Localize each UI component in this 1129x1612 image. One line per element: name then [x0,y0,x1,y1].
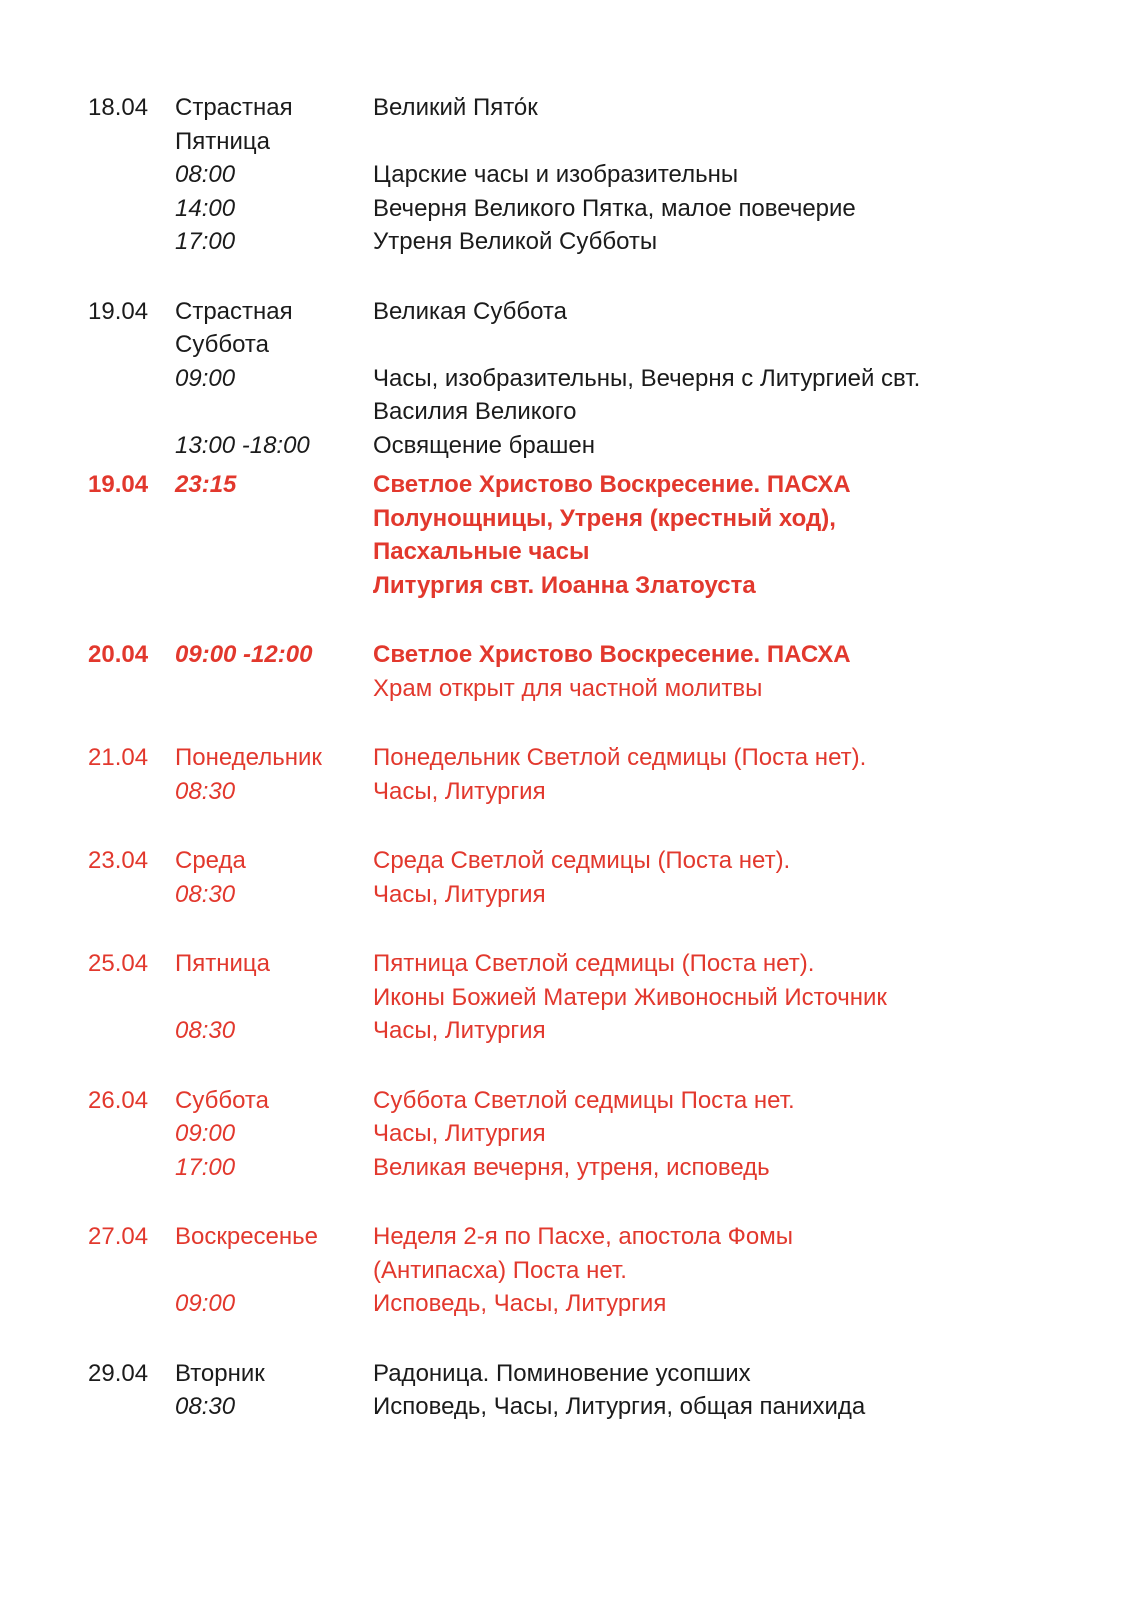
day-time-cell: Суббота [175,331,269,358]
schedule-row [88,1151,1129,1185]
description-cell: Светлое Христово Воскресение. ПАСХА [373,471,851,498]
date-cell: 21.04 [88,744,149,771]
description-cell: Освящение брашен [373,431,595,459]
schedule-section [88,947,1129,1048]
schedule-section [88,1084,1129,1185]
description-cell: Исповедь, Часы, Литургия [373,1290,667,1317]
description-cell: Иконы Божией Матери Живоносный Источник [373,983,887,1011]
schedule-section [88,741,1129,808]
day-time-cell: 08:30 [175,1017,236,1044]
day-time-cell: 08:00 [175,161,236,188]
description-cell: Литургия свт. Иоанна Златоуста [373,571,756,599]
schedule-row [88,569,1129,603]
schedule-row [88,192,1129,226]
day-time-cell: 09:00 [175,364,236,392]
day-time-cell: 08:30 [175,880,236,908]
description-cell: Часы, Литургия [373,1017,546,1044]
date-cell: 18.04 [88,94,149,121]
schedule-row [88,1014,1129,1048]
description-cell: Василия Великого [373,398,577,425]
description-cell: Храм открыт для частной молитвы [373,674,763,702]
schedule-row [88,775,1129,809]
schedule-row [88,844,1129,878]
schedule-row [88,502,1129,536]
day-time-cell: 23:15 [175,471,237,498]
date-cell: 19.04 [88,297,149,325]
schedule-row [88,91,1129,125]
day-time-cell: Воскресенье [175,1223,319,1250]
schedule-row [88,468,1129,502]
description-cell: Пятница Светлой седмицы (Поста нет). [373,950,815,977]
schedule-row [88,1287,1129,1321]
day-time-cell: 13:00 -18:00 [175,431,310,459]
schedule-row [88,1254,1129,1288]
schedule-row [88,225,1129,259]
schedule-section [88,1220,1129,1321]
schedule-section [88,468,1129,602]
description-cell: Полунощницы, Утреня (крестный ход), [373,504,836,532]
schedule-row [88,947,1129,981]
schedule-row [88,1117,1129,1151]
description-cell: Исповедь, Часы, Литургия, общая панихида [373,1393,866,1420]
day-time-cell: 09:00 -12:00 [175,641,313,668]
description-cell: Великая вечерня, утреня, исповедь [373,1153,770,1181]
date-cell: 20.04 [88,641,149,668]
day-time-cell: 14:00 [175,194,236,222]
schedule-row [88,1220,1129,1254]
description-cell: Суббота Светлой седмицы Поста нет. [373,1086,795,1114]
day-time-cell: Понедельник [175,744,322,771]
description-cell: Светлое Христово Воскресение. ПАСХА [373,641,851,668]
date-cell: 19.04 [88,471,149,498]
day-time-cell: Страстная [175,297,293,325]
schedule-section [88,295,1129,463]
day-time-cell: Среда [175,847,246,874]
schedule-section [88,1357,1129,1424]
day-time-cell: 17:00 [175,1153,236,1181]
schedule-section [88,638,1129,705]
day-time-cell: Пятница [175,950,270,977]
description-cell: Часы, изобразительны, Вечерня с Литургией свт. [373,364,921,392]
date-cell: 25.04 [88,950,149,977]
schedule-row [88,981,1129,1015]
description-cell: Часы, Литургия [373,777,546,805]
description-cell: Среда Светлой седмицы (Поста нет). [373,847,791,874]
day-time-cell: 08:30 [175,777,236,805]
day-time-cell: Пятница [175,127,270,155]
schedule-row [88,395,1129,429]
description-cell: Великий Пято́к [373,94,538,121]
description-cell: Вечерня Великого Пятка, малое повечерие [373,194,856,222]
schedule-row [88,158,1129,192]
description-cell: Царские часы и изобразительны [373,161,739,188]
date-cell: 23.04 [88,847,149,874]
schedule-row [88,535,1129,569]
day-time-cell: Вторник [175,1359,265,1387]
date-cell: 26.04 [88,1086,149,1114]
schedule-row [88,125,1129,159]
description-cell: Великая Суббота [373,297,567,325]
date-cell: 27.04 [88,1223,149,1250]
schedule-row [88,1084,1129,1118]
schedule-row [88,429,1129,463]
schedule-row [88,1390,1129,1424]
day-time-cell: 09:00 [175,1120,236,1147]
schedule-row [88,672,1129,706]
description-cell: (Антипасха) Поста нет. [373,1256,627,1284]
description-cell: Утреня Великой Субботы [373,228,658,255]
schedule-row [88,328,1129,362]
description-cell: Неделя 2-я по Пасхе, апостола Фомы [373,1223,793,1250]
schedule-row [88,741,1129,775]
schedule-row [88,1357,1129,1391]
day-time-cell: 09:00 [175,1290,236,1317]
description-cell: Пасхальные часы [373,538,590,565]
day-time-cell: Суббота [175,1086,269,1114]
day-time-cell: 17:00 [175,228,236,255]
schedule-section [88,844,1129,911]
day-time-cell: 08:30 [175,1393,236,1420]
day-time-cell: Страстная [175,94,293,121]
description-cell: Часы, Литургия [373,880,546,908]
schedule-row [88,638,1129,672]
schedule-row [88,878,1129,912]
date-cell: 29.04 [88,1359,149,1387]
schedule-section [88,91,1129,259]
schedule-row [88,362,1129,396]
description-cell: Понедельник Светлой седмицы (Поста нет). [373,744,867,771]
description-cell: Радоница. Поминовение усопших [373,1359,751,1387]
description-cell: Часы, Литургия [373,1120,546,1147]
schedule-row [88,295,1129,329]
